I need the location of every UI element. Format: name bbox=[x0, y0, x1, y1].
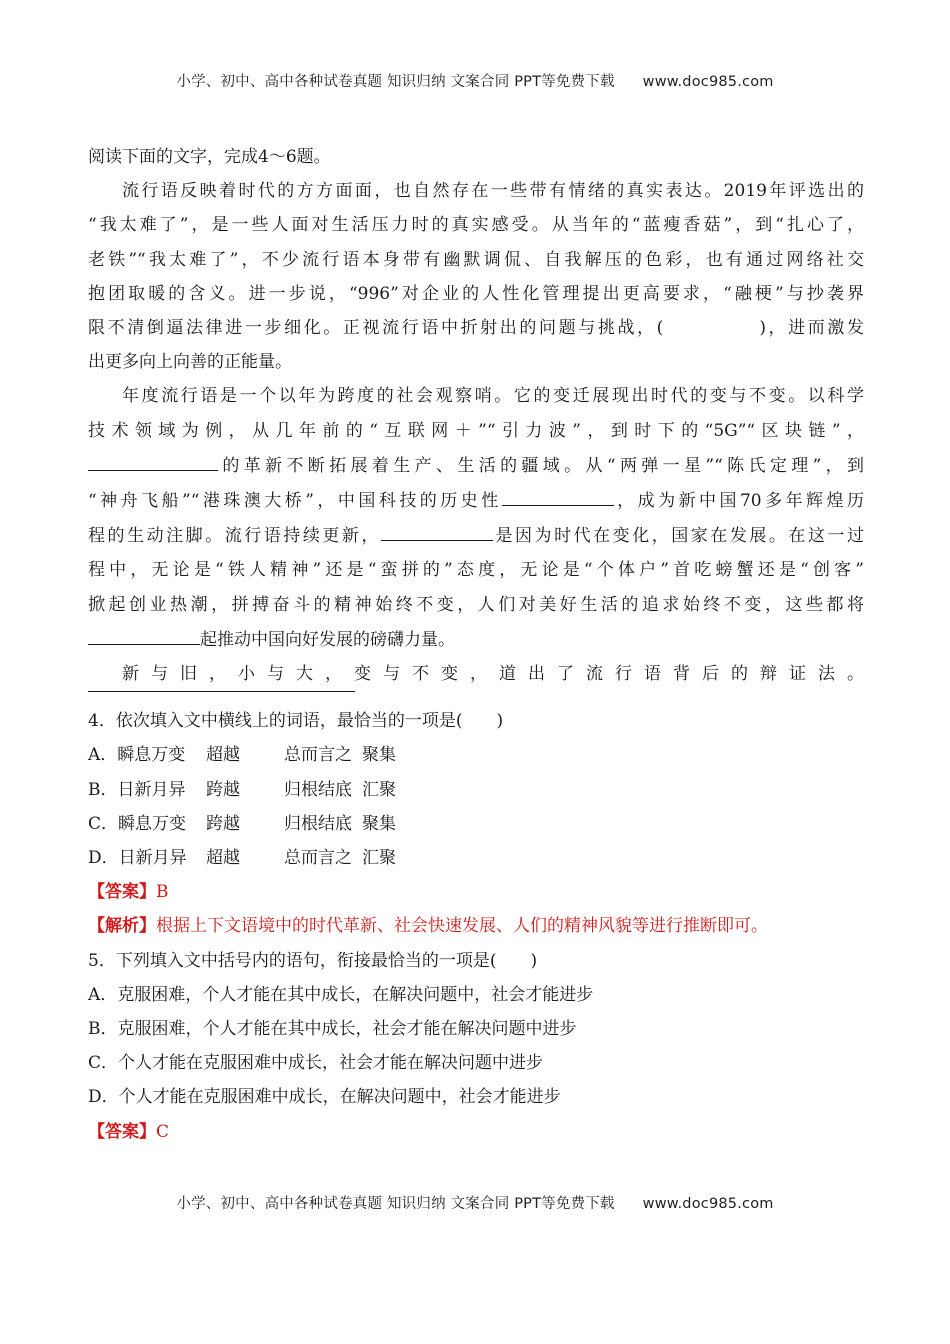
analysis-tag: 【解析】 bbox=[88, 916, 156, 937]
question-stem: 5．下列填入文中括号内的语句，衔接最恰当的一项是( ) bbox=[88, 950, 538, 971]
passage-line: “我太难了”，是一些人面对生活压力时的真实感受。从当年的“蓝瘦香菇”，到“扎心了， bbox=[88, 215, 864, 236]
option-word: 跨越 bbox=[206, 779, 240, 800]
analysis-4 bbox=[88, 909, 864, 943]
fill-blank-1 bbox=[88, 448, 218, 471]
passage-line: 年度流行语是一个以年为跨度的社会观察哨。它的变迁展现出时代的变与不变。以科学 bbox=[122, 386, 864, 407]
option-word: 总而言之 bbox=[284, 848, 352, 869]
option-word: A．瞬息万变 bbox=[88, 745, 186, 766]
answer-value: C bbox=[156, 1121, 170, 1142]
passage-text: “神舟飞船”“港珠澳大桥”，中国科技的历史性 bbox=[88, 491, 502, 512]
option-a[interactable] bbox=[88, 738, 864, 772]
passage-paragraph-1 bbox=[88, 174, 864, 379]
option-word: D．日新月异 bbox=[88, 848, 187, 869]
fill-blank-4 bbox=[88, 622, 200, 645]
option-c[interactable] bbox=[88, 807, 864, 841]
page-footer bbox=[0, 1192, 950, 1213]
option-word: 超越 bbox=[206, 848, 240, 869]
fill-blank-2 bbox=[502, 483, 614, 506]
divider-line bbox=[88, 691, 355, 692]
answer-value: B bbox=[156, 882, 169, 903]
document-body bbox=[88, 140, 864, 1149]
passage-line: 掀起创业热潮，拼搏奋斗的精神始终不变，人们对美好生活的追求始终不变，这些都将 bbox=[88, 594, 864, 615]
option-word: B．日新月异 bbox=[88, 779, 186, 800]
option-a[interactable]: A．克服困难，个人才能在其中成长，在解决问题中，社会才能进步 bbox=[88, 984, 594, 1005]
passage-line bbox=[88, 518, 864, 553]
option-word: 归根结底 bbox=[284, 779, 352, 800]
header-text: 小学、初中、高中各种试卷真题 知识归纳 文案合同 PPT等免费下载 bbox=[176, 74, 615, 90]
passage-line: 抱团取暖的含义。进一步说，“996”对企业的人性化管理提出更高要求，“融梗”与抄袭界 bbox=[88, 283, 864, 304]
option-word: 归根结底 bbox=[284, 813, 352, 834]
option-b[interactable]: B．克服困难，个人才能在其中成长，社会才能在解决问题中进步 bbox=[88, 1019, 577, 1040]
answer-5 bbox=[88, 1115, 864, 1149]
passage-line: 流行语反映着时代的方方面面，也自然存在一些带有情绪的真实表达。2019年评选出的 bbox=[122, 181, 864, 202]
question-5 bbox=[88, 944, 864, 1149]
option-word: C．瞬息万变 bbox=[88, 813, 187, 834]
passage-line: 老铁”“我太难了”，不少流行语本身带有幽默调侃、自我解压的色彩，也有通过网络社交 bbox=[88, 249, 864, 270]
option-d[interactable] bbox=[88, 841, 864, 875]
option-word: 聚集 bbox=[362, 813, 396, 834]
passage-line: 技术领域为例，从几年前的“互联网＋”“引力波”，到时下的“5G”“区块链”， bbox=[88, 420, 864, 441]
option-b[interactable] bbox=[88, 773, 864, 807]
passage-text: 限不清倒逼法律进一步细化。正视流行语中折射出的问题与挑战，( bbox=[88, 318, 664, 339]
passage-text: ，成为新中国70多年辉煌历 bbox=[613, 491, 864, 512]
passage-text: 起推动中国向好发展的磅礴力量。 bbox=[200, 629, 455, 650]
passage-line: 程中，无论是“铁人精神”还是“蛮拼的”态度，无论是“个体户”首吃螃蟹还是“创客” bbox=[88, 560, 864, 581]
passage-line bbox=[88, 448, 864, 483]
answer-tag: 【答案】 bbox=[88, 1121, 156, 1142]
option-word: 总而言之 bbox=[284, 745, 352, 766]
passage-text: 程的生动注脚。流行语持续更新， bbox=[88, 526, 381, 547]
passage-paragraph-2 bbox=[88, 379, 864, 657]
passage-text: )，进而激发 bbox=[759, 318, 864, 339]
answer-tag: 【答案】 bbox=[88, 882, 156, 903]
passage-paragraph-3: 新与旧，小与大，变与不变，道出了流行语背后的辩证法。 bbox=[122, 664, 864, 685]
passage-line bbox=[88, 483, 864, 518]
page-header bbox=[0, 70, 950, 91]
option-word: 汇聚 bbox=[362, 779, 396, 800]
option-word: 聚集 bbox=[362, 745, 396, 766]
fill-blank-3 bbox=[381, 518, 493, 541]
option-word: 超越 bbox=[206, 745, 240, 766]
passage-text: 的革新不断拓展着生产、生活的疆域。从“两弹一星”“陈氏定理”，到 bbox=[218, 455, 864, 476]
option-d[interactable]: D．个人才能在克服困难中成长，在解决问题中，社会才能进步 bbox=[88, 1087, 561, 1108]
option-word: 汇聚 bbox=[362, 848, 396, 869]
analysis-text: 根据上下文语境中的时代革新、社会快速发展、人们的精神风貌等进行推断即可。 bbox=[156, 916, 768, 937]
passage-line bbox=[88, 311, 864, 345]
question-stem: 4．依次填入文中横线上的词语，最恰当的一项是( ) bbox=[88, 711, 504, 732]
passage-line: 出更多向上向善的正能量。 bbox=[88, 352, 292, 373]
question-4 bbox=[88, 704, 864, 943]
option-word: 跨越 bbox=[206, 813, 240, 834]
header-site-link[interactable]: www.doc985.com bbox=[642, 74, 774, 90]
footer-site-link[interactable]: www.doc985.com bbox=[642, 1196, 774, 1212]
answer-4 bbox=[88, 875, 864, 909]
reading-instruction: 阅读下面的文字，完成4～6题。 bbox=[88, 147, 331, 167]
passage-line bbox=[88, 622, 864, 657]
option-c[interactable]: C．个人才能在克服困难中成长，社会才能在解决问题中进步 bbox=[88, 1053, 544, 1074]
footer-text: 小学、初中、高中各种试卷真题 知识归纳 文案合同 PPT等免费下载 bbox=[176, 1196, 615, 1212]
passage-text: 是因为时代在变化，国家在发展。在这一过 bbox=[492, 526, 865, 547]
